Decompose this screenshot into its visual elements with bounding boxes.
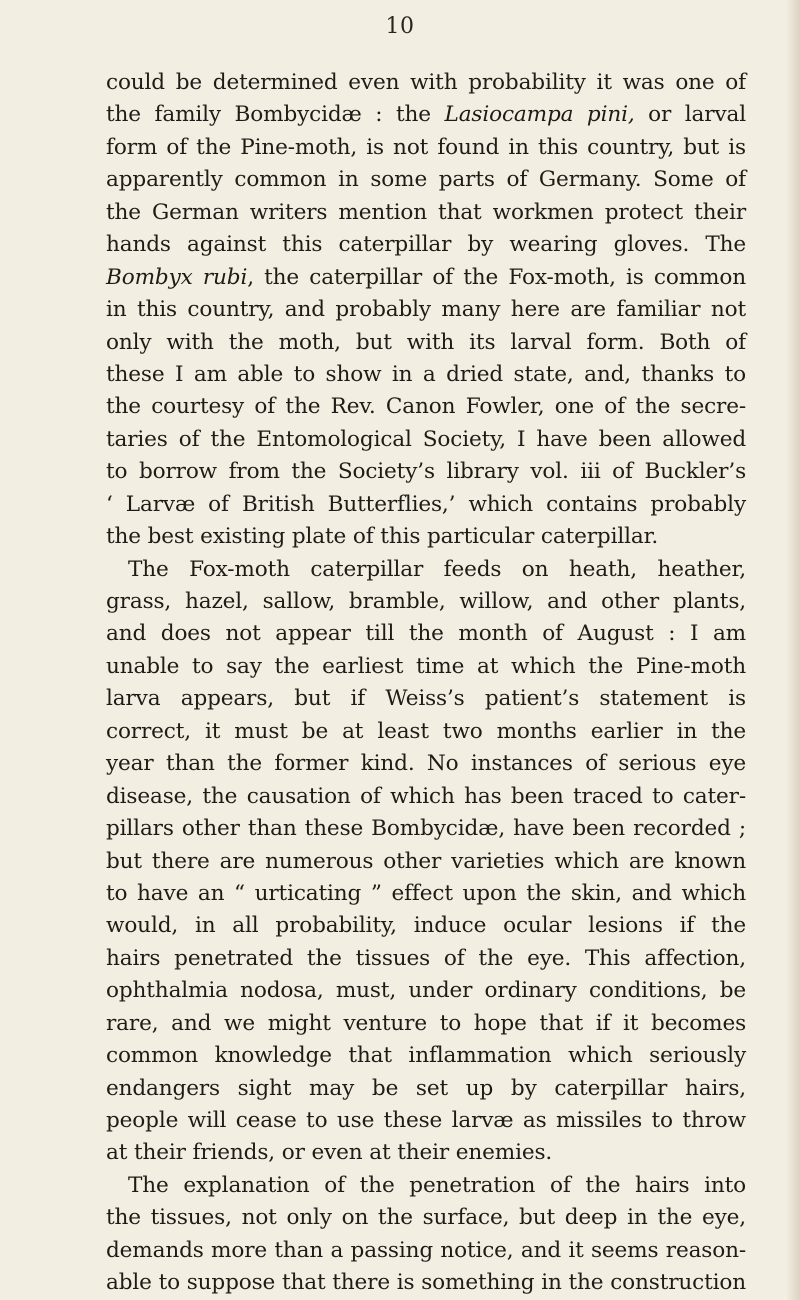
text-line: The Fox-moth caterpillar feeds on heath, heather, — [128, 556, 746, 582]
text-line: form of the Pine-moth, is not found in this country, but is — [106, 134, 746, 160]
text-line: grass, hazel, sallow, bramble, willow, and other plants, — [106, 589, 746, 614]
text-line: unable to say the earliest time at which the Pine-moth — [106, 653, 746, 679]
text-line: endangers sight may be set up by caterpillar hairs, — [106, 1075, 746, 1101]
text-line: ophthalmia nodosa, must, under ordinary conditions, be — [106, 978, 746, 1004]
text-line: year than the former kind. No instances of serious eye — [106, 751, 746, 777]
text-line: correct, it must be at least two months earlier in the — [106, 718, 746, 744]
text-segment: or larval — [634, 102, 746, 128]
text-line: but there are numerous other varieties which are known — [106, 848, 746, 874]
species-name: Lasiocampa pini, — [444, 102, 635, 128]
text-line: ‘ Larvæ of British Butterflies,’ which contains probably — [106, 491, 746, 517]
text-line: The explanation of the penetration of the hairs into — [128, 1172, 746, 1198]
text-line: would, in all probability, induce ocular lesions if the — [106, 913, 746, 939]
text-line: in this country, and probably many here are familiar not — [106, 297, 746, 323]
text-line: rare, and we might venture to hope that if it becomes — [106, 1010, 746, 1036]
text-line: hairs penetrated the tissues of the eye. This affection, — [106, 945, 746, 971]
text-line: hands against this caterpillar by wearing gloves. The — [106, 232, 746, 258]
text-segment: , the caterpillar of the Fox-moth, is common — [247, 264, 746, 290]
page-edge-shadow — [786, 0, 800, 1300]
text-line: to have an “ urticating ” effect upon the skin, and which — [106, 880, 746, 906]
text-line: pillars other than these Bombycidæ, have been recorded ; — [106, 816, 746, 842]
text-line: larva appears, but if Weiss’s patient’s statement is — [106, 686, 746, 712]
text-line: at their friends, or even at their enemies. — [106, 1140, 553, 1166]
text-line: and does not appear till the month of August : I am — [106, 621, 746, 647]
text-line: disease, the causation of which has been traced to cater- — [106, 783, 746, 809]
text-line: demands more than a passing notice, and it seems reason- — [106, 1237, 746, 1263]
text-line — [106, 262, 746, 294]
text-line: people will cease to use these larvæ as missiles to throw — [106, 1108, 746, 1133]
text-line: only with the moth, but with its larval form. Both of — [106, 329, 746, 355]
species-name: Bombyx rubi — [106, 264, 248, 290]
text-line — [106, 99, 746, 131]
text-line: apparently common in some parts of Germany. Some of — [106, 167, 746, 193]
text-line: the tissues, not only on the surface, but deep in the eye, — [106, 1205, 746, 1231]
text-segment: the family Bombycidæ : the — [106, 102, 445, 128]
text-line: could be determined even with probability it was one of — [106, 70, 746, 95]
text-line: common knowledge that inflammation which seriously — [106, 1043, 746, 1069]
text-line: the best existing plate of this particular caterpillar. — [106, 524, 659, 550]
text-line: able to suppose that there is something in the construction — [106, 1270, 746, 1296]
page-number: 10 — [385, 14, 415, 39]
text-line: the German writers mention that workmen protect their — [106, 199, 746, 225]
text-line: to borrow from the Society’s library vol. iii of Buckler’s — [106, 459, 746, 485]
body-text — [106, 67, 746, 1300]
text-line: these I am able to show in a dried state, and, thanks to — [106, 361, 746, 387]
text-line: the courtesy of the Rev. Canon Fowler, one of the secre- — [106, 394, 746, 420]
text-line: taries of the Entomological Society, I have been allowed — [106, 426, 746, 452]
